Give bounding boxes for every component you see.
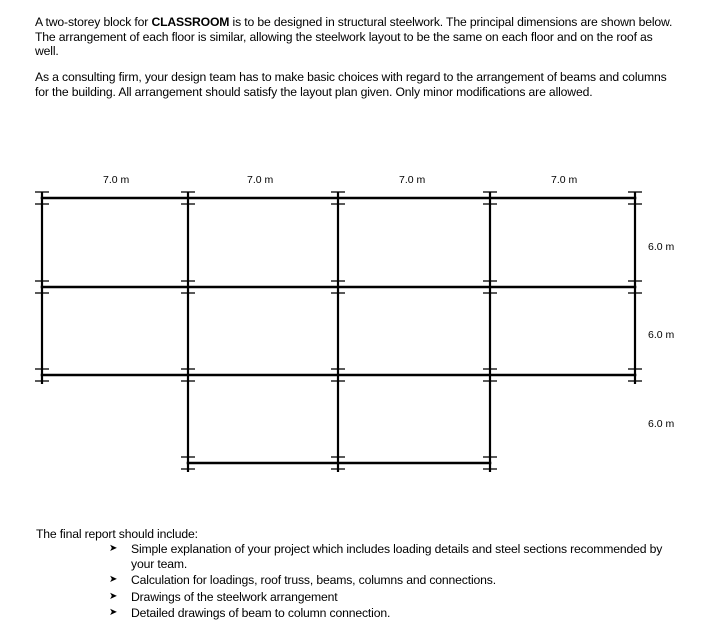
- list-item-text: Drawings of the steelwork arrangement: [131, 589, 338, 604]
- bay-depth-label-3: 6.0 m: [648, 418, 675, 430]
- context-paragraph: As a consulting firm, your design team has to make basic choices with regard to the arrangement of beams and columns for the building. All arrangement should satisfy the layout plan given. Only minor modifications are allowed.: [35, 70, 667, 99]
- classroom-emphasis: CLASSROOM: [151, 15, 230, 29]
- list-item: [107, 606, 687, 621]
- intro-lead: A two-storey block for: [35, 15, 152, 29]
- bay-width-label-4: 7.0 m: [551, 174, 578, 186]
- arrowhead-bullet-icon: ➤: [109, 574, 118, 586]
- bay-width-labels: [103, 174, 578, 186]
- intro-rest: is to be designed in structural steelwork. The principal dimensions are shown below. The arrangement of each floor is similar, allowing the steelwork layout to be the same on each floor and on the roof as well.: [35, 15, 673, 59]
- list-item: [107, 573, 687, 588]
- arrowhead-bullet-icon: ➤: [109, 543, 118, 554]
- list-item-text: Simple explanation of your project which includes loading details and steel sections recommended by your team.: [131, 542, 663, 571]
- arrowhead-bullet-icon: ➤: [109, 606, 118, 618]
- bay-width-label-2: 7.0 m: [247, 174, 274, 186]
- list-item: [107, 542, 687, 572]
- report-heading: The final report should include:: [36, 527, 198, 541]
- list-item-text: Detailed drawings of beam to column connection.: [131, 605, 391, 620]
- bay-width-label-1: 7.0 m: [103, 174, 130, 186]
- column-lines: [42, 192, 635, 472]
- list-item: [107, 590, 687, 605]
- bay-width-label-3: 7.0 m: [399, 174, 426, 186]
- list-item-text: Calculation for loadings, roof truss, beams, columns and connections.: [131, 573, 496, 588]
- bay-depth-label-2: 6.0 m: [648, 329, 675, 341]
- report-requirements-list: [107, 542, 687, 622]
- bay-depth-label-1: 6.0 m: [648, 241, 675, 253]
- arrowhead-bullet-icon: ➤: [109, 590, 118, 602]
- bay-depth-labels: [648, 241, 675, 430]
